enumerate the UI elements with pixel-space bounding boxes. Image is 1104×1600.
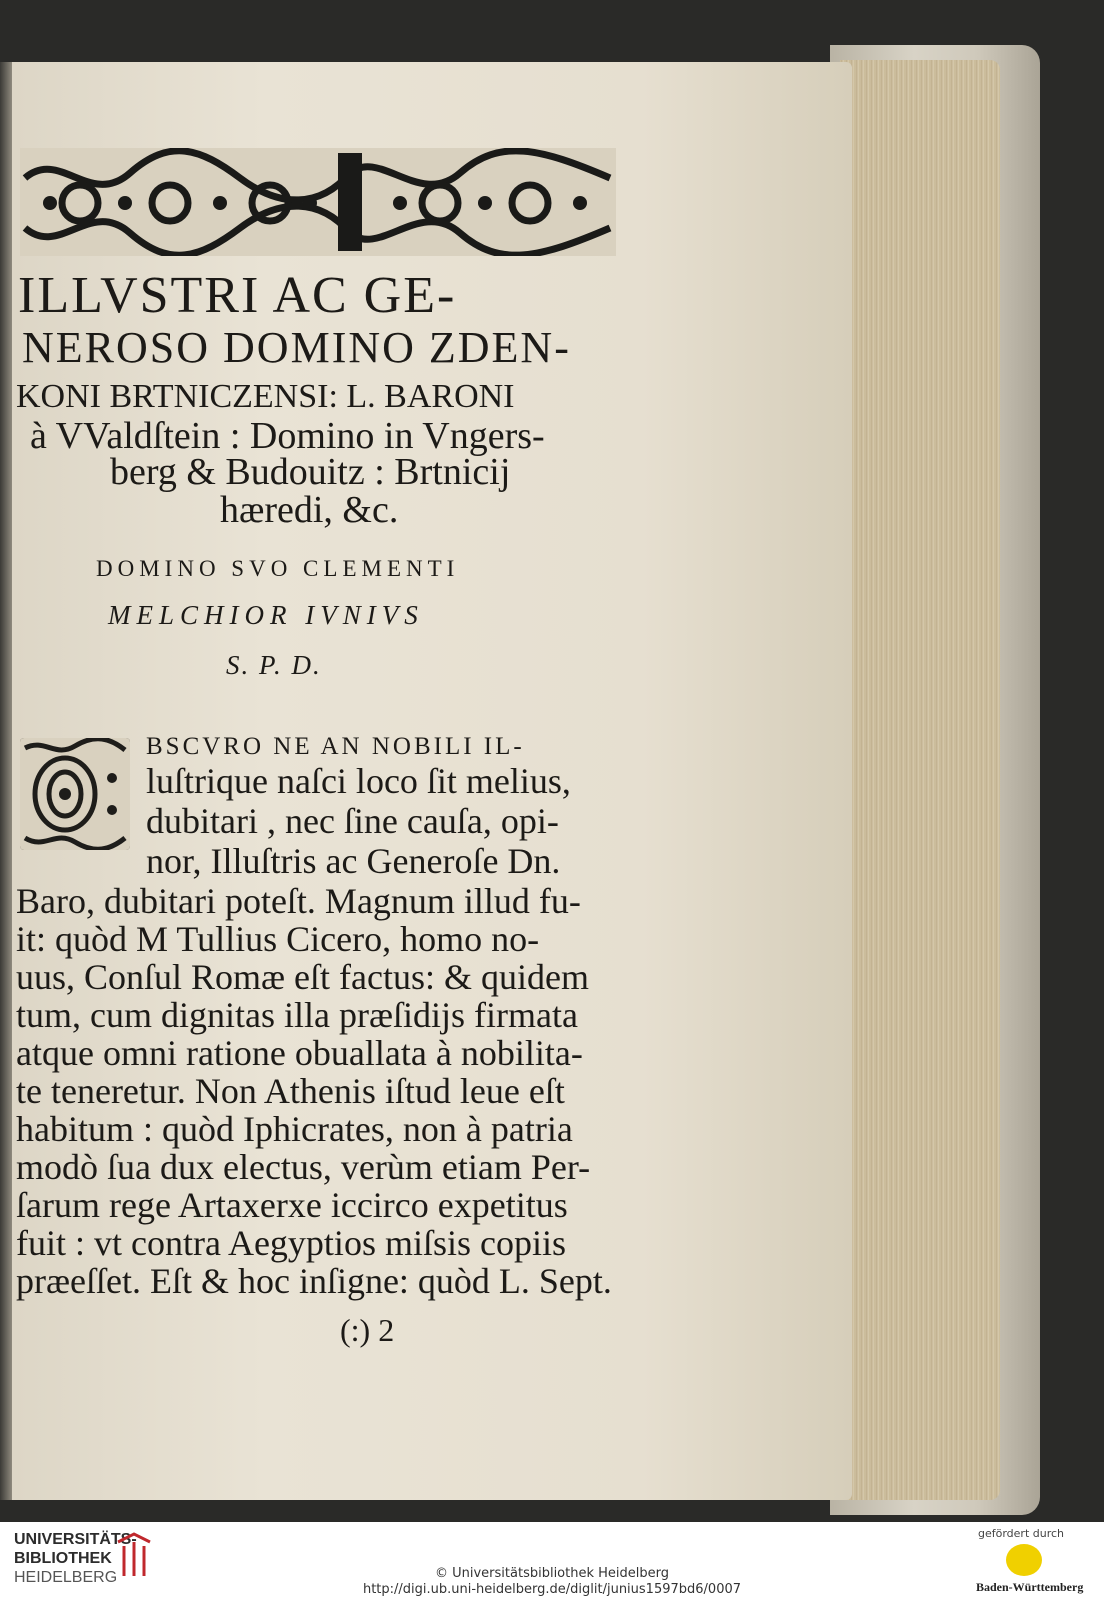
body-line-3: uus, Conſul Romæ eſt factus: & quidem: [16, 957, 589, 997]
initial-line-3: dubitari , nec ſine cauſa, opi-: [146, 801, 559, 841]
library-name-line-1: UNIVERSITÄTS-: [14, 1531, 137, 1548]
library-name-line-2: BIBLIOTHEK: [14, 1550, 112, 1567]
body-line-2: it: quòd M Tullius Cicero, homo no-: [16, 919, 540, 959]
funder-name: Baden-Württemberg: [976, 1580, 1084, 1594]
body-line-7: habitum : quòd Iphicrates, non à patria: [16, 1109, 573, 1149]
ornamental-headpiece: [20, 148, 616, 256]
initial-line-1: BSCVRO NE AN NOBILI IL-: [146, 733, 525, 760]
title-line-1: ILLVSTRI AC GE-: [18, 267, 457, 324]
body-line-10: fuit : vt contra Aegyptios miſsis copiis: [16, 1223, 566, 1263]
permalink-url[interactable]: http://digi.ub.uni-heidelberg.de/diglit/junius1597bd6/0007: [362, 1582, 742, 1597]
dedication-line-3: berg & Budouitz : Brtnicij: [110, 451, 511, 493]
body-line-8: modò ſua dux electus, verùm etiam Per-: [16, 1147, 591, 1187]
spd-abbreviation: S. P. D.: [226, 650, 322, 680]
title-line-2: NEROSO DOMINO ZDEN-: [22, 323, 571, 372]
initial-line-4: nor, Illuſtris ac Generoſe Dn.: [146, 841, 561, 881]
copyright-text: © Universitätsbibliothek Heidelberg: [434, 1566, 669, 1581]
body-line-9: ſarum rege Artaxerxe iccirco expetitus: [16, 1185, 568, 1225]
body-line-1: Baro, dubitari poteſt. Magnum illud fu-: [16, 881, 581, 921]
book-gutter: [0, 62, 12, 1500]
decorated-initial-o: [20, 738, 130, 850]
author-name: MELCHIOR IVNIVS: [108, 600, 424, 630]
dedication-line-2: à VValdſtein : Domino in Vngers-: [30, 415, 545, 457]
body-line-5: atque omni ratione obuallata à nobilita-: [16, 1033, 583, 1073]
dedication-line-4: hæredi, &c.: [220, 489, 399, 531]
body-line-4: tum, cum dignitas illa præſidijs firmata: [16, 995, 578, 1035]
signature-mark: (:) 2: [340, 1312, 395, 1348]
body-line-11: præeſſet. Eſt & hoc inſigne: quòd L. Sept.: [16, 1261, 612, 1301]
dedication-line-1: KONI BRTNICZENSI: L. BARONI: [16, 378, 515, 415]
baden-wuerttemberg-emblem-icon[interactable]: [1006, 1544, 1042, 1576]
page-edges: [840, 60, 1000, 1500]
copyright-block: [0, 1566, 1104, 1598]
salutation: DOMINO SVO CLEMENTI: [96, 556, 460, 581]
funding-label: gefördert durch: [978, 1527, 1065, 1540]
library-name-line-3: HEIDELBERG: [14, 1569, 118, 1586]
body-line-6: te teneretur. Non Athenis iſtud leue eſt: [16, 1071, 565, 1111]
initial-line-2: luſtrique naſci loco ſit melius,: [146, 761, 571, 801]
